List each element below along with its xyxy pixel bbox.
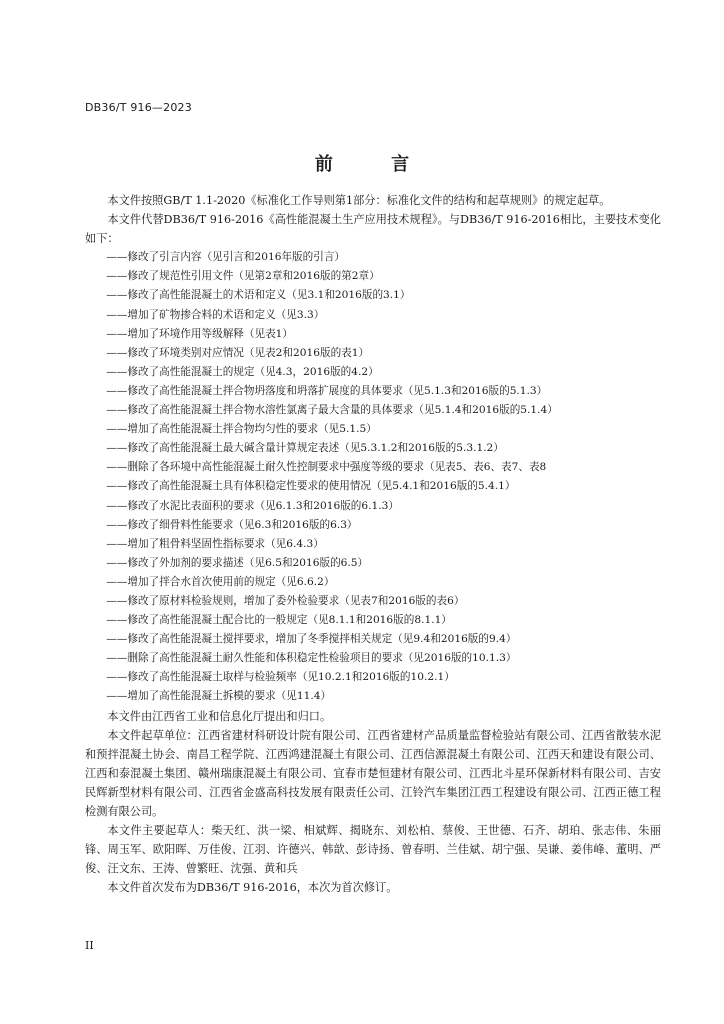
foreword-body [85,191,661,897]
paragraph-drafters: 本文件主要起草人：柴天红、洪一梁、相斌辉、揭晓东、刘松柏、蔡俊、王世德、石齐、胡珀、张志伟、朱丽锋、周玉军、欧阳晖、万佳俊、江羽、许德兴、韩歆、彭诗扬、曾春明、兰佳斌、胡宁强、吴谦、姜伟峰、董明、严俊、汪文东、王涛、曾繁旺、沈强、黄和兵 [85,824,661,876]
list-item: ——修改了高性能混凝土的规定（见4.3，2016版的4.2） [106,365,379,378]
list-item: ——修改了高性能混凝土最大碱含量计算规定表述（见5.3.1.2和2016版的5.3.1.2） [106,442,504,455]
list-item: ——增加了矿物掺合料的术语和定义（见3.3） [106,308,325,321]
list-item: ——增加了高性能混凝土拆模的要求（见11.4） [106,690,332,703]
page-number: II [85,939,94,952]
list-item: ——增加了环境作用等级解释（见表1） [106,327,294,340]
list-item: ——增加了高性能混凝土拌合物均匀性的要求（见5.1.5） [106,423,377,436]
list-item: ——修改了高性能混凝土配合比的一般规定（见8.1.1和2016版的8.1.1） [106,614,452,627]
list-item: ——修改了规范性引用文件（见第2章和2016版的第2章） [106,270,380,283]
list-item: ——修改了高性能混凝土搅拌要求，增加了冬季搅拌相关规定（见9.4和2016版的9.4） [106,633,517,646]
list-item: ——修改了水泥比表面积的要求（见6.1.3和2016版的6.1.3） [106,499,399,512]
list-item: ——删除了各环境中高性能混凝土耐久性控制要求中强度等级的要求（见表5、表6、表7、表8 [106,461,547,474]
change-list [85,248,661,706]
list-item: ——增加了拌合水首次使用前的规定（见6.6.2） [106,575,335,588]
list-item: ——修改了环境类别对应情况（见表2和2016版的表1） [106,346,370,359]
page-title: 前 言 [314,154,436,175]
list-item: ——修改了高性能混凝土拌合物水溶性氯离子最大含量的具体要求（见5.1.4和2016版的5.1.4） [106,404,558,417]
document-code: DB36/T 916—2023 [85,101,192,114]
paragraph-replacement: 本文件代替DB36/T 916-2016《高性能混凝土生产应用技术规程》。与DB36/T 916-2016相比，主要技术变化如下： [85,213,661,246]
list-item: ——修改了高性能混凝土具有体积稳定性要求的使用情况（见5.4.1和2016版的5.4.1） [106,480,516,493]
list-item: ——修改了引言内容（见引言和2016年版的引言） [106,251,346,264]
list-item: ——修改了原材料检验规则，增加了委外检验要求（见表7和2016版的表6） [106,594,465,607]
paragraph-proposer: 本文件由江西省工业和信息化厅提出和归口。 [107,709,332,723]
list-item: ——修改了外加剂的要求描述（见6.5和2016版的6.5） [106,556,369,569]
paragraph-publication-history: 本文件首次发布为DB36/T 916-2016，本次为首次修订。 [107,881,398,895]
list-item: ——增加了粗骨料坚固性指标要求（见6.4.3） [106,537,324,550]
list-item: ——删除了高性能混凝土耐久性能和体积稳定性检验项目的要求（见2016版的10.1.3） [106,652,517,665]
paragraph-drafting-basis: 本文件按照GB/T 1.1-2020《标准化工作导则第1部分：标准化文件的结构和起草规则》的规定起草。 [107,194,611,207]
paragraph-drafting-units: 本文件起草单位：江西省建材科研设计院有限公司、江西省建材产品质量监督检验站有限公司、江西省散装水泥和预拌混凝土协会、南昌工程学院、江西鸿建混凝土有限公司、江西信源混凝土有限公司、江西天和建设有限公司、江西和泰混凝土集团、赣州瑞康混凝土有限公司、宜春市楚恒建材有限公司、江西北斗星环保新材料有限公司、吉安民辉新型材料有限公司、江西省金盛高科技发展有限责任公司、江铃汽车集团江西工程建设有限公司、江西正德工程检测有限公司。 [85,728,661,818]
list-item: ——修改了高性能混凝土拌合物坍落度和坍落扩展度的具体要求（见5.1.3和2016版的5.1.3） [106,384,548,397]
list-item: ——修改了细骨料性能要求（见6.3和2016版的6.3） [106,518,358,531]
list-item: ——修改了高性能混凝土取样与检验频率（见10.2.1和2016版的10.2.1） [106,671,455,684]
list-item: ——修改了高性能混凝土的术语和定义（见3.1和2016版的3.1） [106,289,411,302]
